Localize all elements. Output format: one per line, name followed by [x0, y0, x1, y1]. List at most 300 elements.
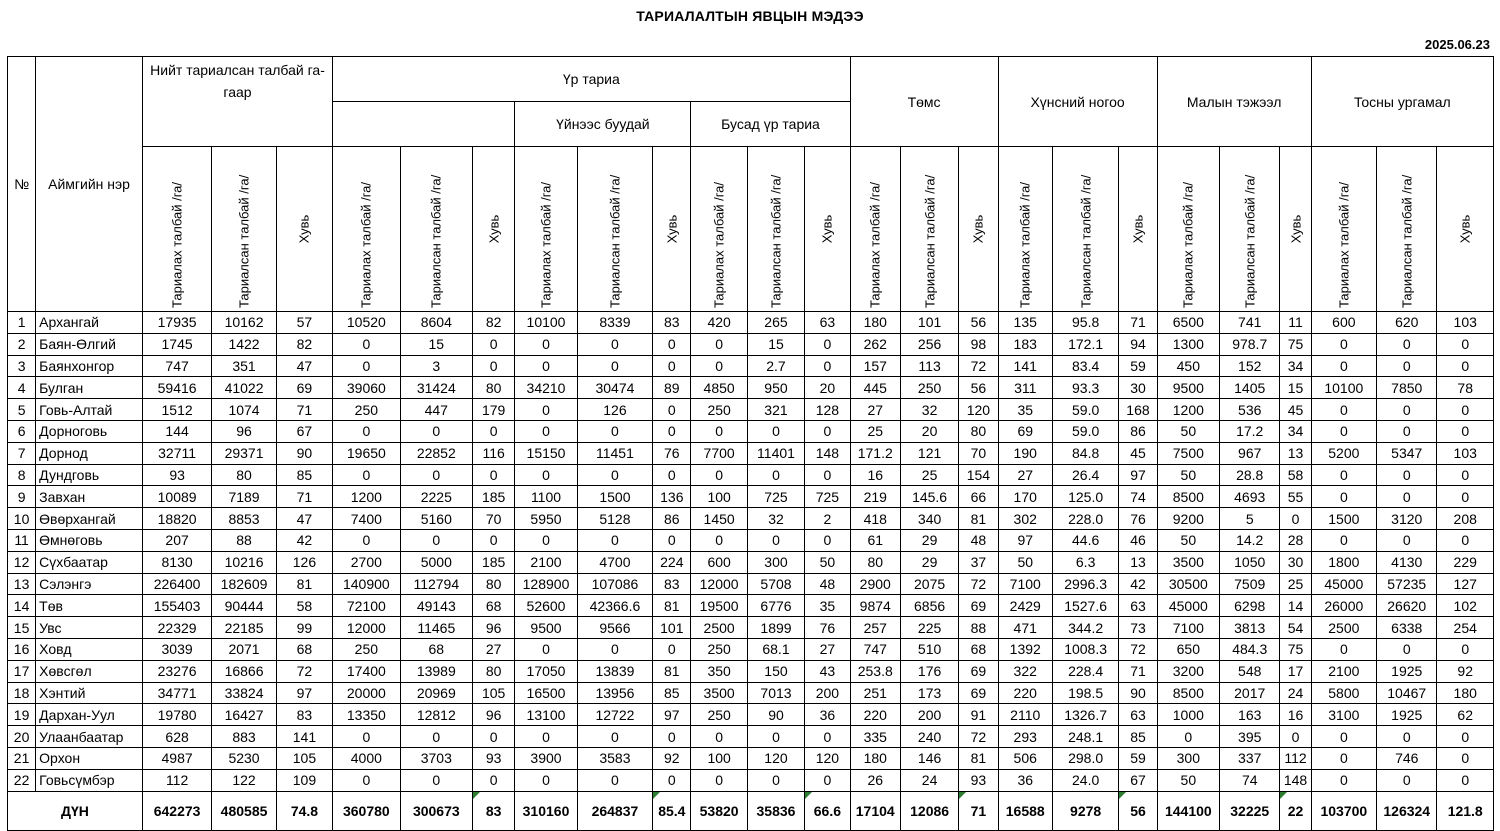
subheader-veg-sown-area: [1052, 147, 1118, 312]
table-cell: 2429: [998, 595, 1052, 617]
table-cell: 94: [1119, 333, 1157, 355]
aimag-name: Улаанбаатар: [36, 726, 143, 748]
table-cell: 257: [850, 617, 900, 639]
table-cell: 650: [1157, 638, 1219, 660]
table-cell: 103: [1437, 442, 1494, 464]
table-cell: 183: [998, 333, 1052, 355]
total-cell: 53820: [691, 791, 747, 830]
table-cell: 59.0: [1052, 399, 1118, 421]
total-cell: 22: [1280, 791, 1311, 830]
table-cell: 262: [850, 333, 900, 355]
table-cell: 9874: [850, 595, 900, 617]
table-cell: 1000: [1157, 704, 1219, 726]
table-cell: 97: [653, 704, 691, 726]
table-row: [8, 638, 1494, 660]
table-cell: 25: [900, 464, 958, 486]
table-cell: 100: [691, 747, 747, 769]
table-cell: 19500: [691, 595, 747, 617]
table-cell: 0: [1437, 486, 1494, 508]
table-cell: 68: [959, 638, 998, 660]
table-cell: 105: [276, 747, 332, 769]
row-number: 13: [8, 573, 36, 595]
table-cell: 42: [1119, 573, 1157, 595]
table-cell: 256: [900, 333, 958, 355]
subheader-label: Хувь: [1457, 214, 1473, 244]
table-cell: 198.5: [1052, 682, 1118, 704]
table-cell: 725: [747, 486, 804, 508]
table-cell: 8500: [1157, 682, 1219, 704]
table-cell: 0: [653, 464, 691, 486]
table-cell: 7500: [1157, 442, 1219, 464]
subheader-label: Тариалсан талбай /га/: [607, 174, 623, 308]
table-cell: 44.6: [1052, 529, 1118, 551]
table-cell: 96: [473, 704, 515, 726]
table-cell: 0: [400, 464, 472, 486]
table-cell: 61: [850, 529, 900, 551]
table-cell: 19780: [142, 704, 211, 726]
table-cell: 48: [805, 573, 850, 595]
table-cell: 63: [1119, 704, 1157, 726]
aimag-name: Сүхбаатар: [36, 551, 143, 573]
table-cell: 1745: [142, 333, 211, 355]
table-cell: 0: [1311, 529, 1376, 551]
table-cell: 207: [142, 529, 211, 551]
table-cell: 48: [959, 529, 998, 551]
table-cell: 71: [1119, 660, 1157, 682]
subheader-potato-planted-area: [850, 147, 900, 312]
total-cell: 103700: [1311, 791, 1376, 830]
table-cell: 228.0: [1052, 508, 1118, 530]
table-cell: 11401: [747, 442, 804, 464]
header-potato: Төмс: [850, 57, 998, 147]
row-number: 21: [8, 747, 36, 769]
aimag-name: Баян-Өлгий: [36, 333, 143, 355]
table-cell: 0: [577, 769, 652, 791]
row-number: 3: [8, 355, 36, 377]
table-cell: 0: [1437, 529, 1494, 551]
table-cell: 47: [276, 355, 332, 377]
table-cell: 0: [805, 355, 850, 377]
table-cell: 0: [473, 726, 515, 748]
table-cell: 69: [959, 682, 998, 704]
table-cell: 3200: [1157, 660, 1219, 682]
table-cell: 0: [691, 529, 747, 551]
table-cell: 67: [276, 420, 332, 442]
table-cell: 86: [653, 508, 691, 530]
table-cell: 16: [1280, 704, 1311, 726]
table-cell: 0: [747, 769, 804, 791]
table-cell: 73: [1119, 617, 1157, 639]
table-cell: 97: [998, 529, 1052, 551]
table-cell: 10089: [142, 486, 211, 508]
subheader-label: Тариалсан талбай /га/: [428, 174, 444, 308]
table-cell: 20000: [333, 682, 400, 704]
table-cell: 1925: [1377, 704, 1437, 726]
table-cell: 5000: [400, 551, 472, 573]
subheader-other-planted-area: [691, 147, 747, 312]
table-cell: 56: [959, 377, 998, 399]
table-cell: 0: [1311, 464, 1376, 486]
table-cell: 17.2: [1220, 420, 1280, 442]
table-cell: 1200: [333, 486, 400, 508]
table-cell: 0: [1437, 464, 1494, 486]
table-cell: 12000: [333, 617, 400, 639]
table-cell: 0: [577, 333, 652, 355]
table-cell: 0: [515, 769, 577, 791]
table-cell: 3120: [1377, 508, 1437, 530]
table-cell: 3900: [515, 747, 577, 769]
table-cell: 0: [805, 464, 850, 486]
subheader-total-percent: [276, 147, 332, 312]
table-cell: 83: [276, 704, 332, 726]
table-cell: 5230: [212, 747, 276, 769]
table-cell: 102: [1437, 595, 1494, 617]
table-cell: 81: [276, 573, 332, 595]
table-cell: 0: [653, 399, 691, 421]
table-cell: 27: [473, 638, 515, 660]
table-cell: 59416: [142, 377, 211, 399]
subheader-veg-percent: [1119, 147, 1157, 312]
table-cell: 34: [1280, 355, 1311, 377]
table-row: [8, 312, 1494, 334]
table-cell: 35: [998, 399, 1052, 421]
table-cell: 4130: [1377, 551, 1437, 573]
table-cell: 22329: [142, 617, 211, 639]
total-cell: 35836: [747, 791, 804, 830]
table-cell: 12000: [691, 573, 747, 595]
table-cell: 1450: [691, 508, 747, 530]
table-cell: 97: [1119, 464, 1157, 486]
table-cell: 58: [1280, 464, 1311, 486]
table-cell: 6298: [1220, 595, 1280, 617]
table-cell: 1512: [142, 399, 211, 421]
table-cell: 1500: [577, 486, 652, 508]
table-cell: 32: [747, 508, 804, 530]
table-cell: 136: [653, 486, 691, 508]
table-cell: 83: [653, 312, 691, 334]
aimag-name: Хэнтий: [36, 682, 143, 704]
table-cell: 0: [333, 420, 400, 442]
table-cell: 78: [1437, 377, 1494, 399]
table-cell: 0: [1437, 769, 1494, 791]
aimag-name: Говь-Алтай: [36, 399, 143, 421]
aimag-name: Сэлэнгэ: [36, 573, 143, 595]
table-cell: 0: [400, 420, 472, 442]
table-cell: 93.3: [1052, 377, 1118, 399]
table-cell: 109: [276, 769, 332, 791]
table-cell: 0: [473, 420, 515, 442]
table-cell: 74: [1119, 486, 1157, 508]
table-cell: 72: [959, 573, 998, 595]
table-cell: 13989: [400, 660, 472, 682]
table-cell: 10100: [515, 312, 577, 334]
aimag-name: Баянхонгор: [36, 355, 143, 377]
total-cell: 300673: [400, 791, 472, 830]
table-cell: 68: [473, 595, 515, 617]
table-cell: 128: [805, 399, 850, 421]
table-cell: 26000: [1311, 595, 1376, 617]
table-cell: 293: [998, 726, 1052, 748]
table-cell: 2071: [212, 638, 276, 660]
table-cell: 148: [805, 442, 850, 464]
table-cell: 182609: [212, 573, 276, 595]
row-number: 22: [8, 769, 36, 791]
table-cell: 29371: [212, 442, 276, 464]
table-cell: 68: [276, 638, 332, 660]
table-cell: 18820: [142, 508, 211, 530]
table-cell: 25: [1280, 573, 1311, 595]
subheader-label: Тариалсан талбай /га/: [1399, 174, 1415, 308]
table-cell: 96: [473, 617, 515, 639]
table-cell: 112: [142, 769, 211, 791]
table-cell: 548: [1220, 660, 1280, 682]
table-cell: 2100: [515, 551, 577, 573]
table-cell: 747: [142, 355, 211, 377]
aimag-name: Архангай: [36, 312, 143, 334]
table-cell: 24: [900, 769, 958, 791]
table-cell: 179: [473, 399, 515, 421]
table-cell: 0: [747, 726, 804, 748]
table-cell: 5: [1220, 508, 1280, 530]
table-cell: 0: [515, 464, 577, 486]
table-cell: 163: [1220, 704, 1280, 726]
table-cell: 103: [1437, 312, 1494, 334]
table-cell: 311: [998, 377, 1052, 399]
header-fodder: Малын тэжээл: [1157, 57, 1311, 147]
table-cell: 96: [212, 420, 276, 442]
table-cell: 80: [473, 573, 515, 595]
table-cell: 8604: [400, 312, 472, 334]
table-cell: 1100: [515, 486, 577, 508]
table-cell: 173: [900, 682, 958, 704]
table-cell: 0: [1311, 769, 1376, 791]
row-number: 8: [8, 464, 36, 486]
total-cell: 264837: [577, 791, 652, 830]
table-cell: 29: [900, 551, 958, 573]
table-cell: 71: [1119, 312, 1157, 334]
table-cell: 747: [850, 638, 900, 660]
row-number: 17: [8, 660, 36, 682]
table-cell: 7700: [691, 442, 747, 464]
table-cell: 7400: [333, 508, 400, 530]
table-cell: 0: [691, 726, 747, 748]
table-cell: 600: [691, 551, 747, 573]
subheader-oil-percent: [1437, 147, 1494, 312]
subheader-label: Тариалах талбай /га/: [1336, 181, 1352, 308]
table-cell: 7100: [1157, 617, 1219, 639]
table-cell: 71: [276, 399, 332, 421]
table-cell: 81: [653, 660, 691, 682]
table-cell: 75: [1280, 638, 1311, 660]
table-cell: 58: [276, 595, 332, 617]
table-cell: 75: [1280, 333, 1311, 355]
aimag-name: Говьсүмбэр: [36, 769, 143, 791]
table-cell: 240: [900, 726, 958, 748]
table-cell: 2500: [691, 617, 747, 639]
table-cell: 72100: [333, 595, 400, 617]
table-cell: 0: [691, 355, 747, 377]
table-cell: 0: [1377, 486, 1437, 508]
aimag-name: Завхан: [36, 486, 143, 508]
table-cell: 9200: [1157, 508, 1219, 530]
table-cell: 32711: [142, 442, 211, 464]
table-cell: 13: [1119, 551, 1157, 573]
table-row: [8, 595, 1494, 617]
table-cell: 17400: [333, 660, 400, 682]
aimag-name: Дорнод: [36, 442, 143, 464]
table-cell: 33824: [212, 682, 276, 704]
table-cell: 0: [1437, 355, 1494, 377]
subheader-label: Хувь: [296, 214, 312, 244]
subheader-wheat-planted-area: [515, 147, 577, 312]
table-cell: 228.4: [1052, 660, 1118, 682]
table-cell: 0: [473, 769, 515, 791]
table-cell: 0: [653, 638, 691, 660]
table-cell: 80: [473, 660, 515, 682]
table-row: [8, 464, 1494, 486]
table-cell: 23276: [142, 660, 211, 682]
table-cell: 224: [653, 551, 691, 573]
table-cell: 107086: [577, 573, 652, 595]
table-cell: 9500: [1157, 377, 1219, 399]
table-cell: 13350: [333, 704, 400, 726]
table-cell: 17: [1280, 660, 1311, 682]
table-cell: 141: [276, 726, 332, 748]
table-cell: 225: [900, 617, 958, 639]
table-cell: 0: [1377, 355, 1437, 377]
subheader-label: Хувь: [970, 214, 986, 244]
table-cell: 5200: [1311, 442, 1376, 464]
table-cell: 97: [276, 682, 332, 704]
subheader-potato-sown-area: [900, 147, 958, 312]
table-cell: 322: [998, 660, 1052, 682]
table-cell: 180: [850, 747, 900, 769]
report-title: ТАРИАЛАЛТЫН ЯВЦЫН МЭДЭЭ: [636, 8, 864, 24]
table-cell: 8130: [142, 551, 211, 573]
table-cell: 471: [998, 617, 1052, 639]
table-cell: 82: [473, 312, 515, 334]
total-cell: 66.6: [805, 791, 850, 830]
table-cell: 0: [1377, 726, 1437, 748]
table-cell: 6338: [1377, 617, 1437, 639]
subheader-label: Тариалах талбай /га/: [538, 181, 554, 308]
subheader-total-sown-area: [212, 147, 276, 312]
table-cell: 0: [577, 529, 652, 551]
table-cell: 335: [850, 726, 900, 748]
table-cell: 76: [805, 617, 850, 639]
table-cell: 180: [1437, 682, 1494, 704]
table-cell: 0: [1311, 486, 1376, 508]
total-cell: 12086: [900, 791, 958, 830]
table-cell: 7013: [747, 682, 804, 704]
table-cell: 80: [212, 464, 276, 486]
table-cell: 0: [691, 464, 747, 486]
total-label: ДҮН: [8, 791, 143, 830]
table-cell: 208: [1437, 508, 1494, 530]
total-cell: 83: [473, 791, 515, 830]
table-cell: 1422: [212, 333, 276, 355]
table-cell: 26620: [1377, 595, 1437, 617]
table-cell: 7100: [998, 573, 1052, 595]
table-cell: 445: [850, 377, 900, 399]
table-cell: 185: [473, 486, 515, 508]
table-cell: 0: [1280, 508, 1311, 530]
table-cell: 254: [1437, 617, 1494, 639]
table-cell: 0: [577, 464, 652, 486]
table-cell: 2225: [400, 486, 472, 508]
sowing-progress-table: [7, 56, 1494, 831]
table-cell: 13956: [577, 682, 652, 704]
table-cell: 6856: [900, 595, 958, 617]
table-cell: 45: [1119, 442, 1157, 464]
table-cell: 0: [747, 529, 804, 551]
table-cell: 0: [1377, 529, 1437, 551]
table-cell: 0: [400, 529, 472, 551]
table-cell: 1050: [1220, 551, 1280, 573]
table-cell: 15: [400, 333, 472, 355]
table-cell: 0: [333, 355, 400, 377]
table-cell: 36: [998, 769, 1052, 791]
table-cell: 746: [1377, 747, 1437, 769]
table-cell: 41022: [212, 377, 276, 399]
table-cell: 81: [959, 747, 998, 769]
table-cell: 0: [515, 529, 577, 551]
table-cell: 113: [900, 355, 958, 377]
table-cell: 0: [515, 399, 577, 421]
table-cell: 0: [1311, 638, 1376, 660]
table-cell: 337: [1220, 747, 1280, 769]
report-date: 2025.06.23: [1424, 37, 1490, 52]
header-other-grain: Бусад үр тариа: [691, 102, 850, 147]
aimag-name: Дархан-Уул: [36, 704, 143, 726]
table-cell: 66: [959, 486, 998, 508]
table-cell: 0: [805, 333, 850, 355]
table-cell: 39060: [333, 377, 400, 399]
table-cell: 27: [805, 638, 850, 660]
table-cell: 105: [473, 682, 515, 704]
table-cell: 34210: [515, 377, 577, 399]
table-cell: 2100: [1311, 660, 1376, 682]
table-cell: 70: [959, 442, 998, 464]
total-cell: 310160: [515, 791, 577, 830]
table-cell: 12812: [400, 704, 472, 726]
table-cell: 229: [1437, 551, 1494, 573]
table-cell: 50: [1157, 464, 1219, 486]
table-cell: 0: [473, 464, 515, 486]
total-cell: 360780: [333, 791, 400, 830]
table-cell: 0: [653, 726, 691, 748]
table-cell: 0: [691, 333, 747, 355]
table-cell: 120: [747, 747, 804, 769]
table-cell: 81: [959, 508, 998, 530]
table-cell: 101: [900, 312, 958, 334]
table-cell: 298.0: [1052, 747, 1118, 769]
table-row: [8, 333, 1494, 355]
table-cell: 126: [276, 551, 332, 573]
total-cell: 126324: [1377, 791, 1437, 830]
table-cell: 20: [805, 377, 850, 399]
table-cell: 300: [747, 551, 804, 573]
table-cell: 74: [1220, 769, 1280, 791]
table-row: [8, 420, 1494, 442]
row-number: 6: [8, 420, 36, 442]
table-cell: 250: [333, 638, 400, 660]
table-cell: 0: [805, 529, 850, 551]
table-cell: 3703: [400, 747, 472, 769]
table-cell: 171.2: [850, 442, 900, 464]
table-cell: 510: [900, 638, 958, 660]
table-cell: 6776: [747, 595, 804, 617]
